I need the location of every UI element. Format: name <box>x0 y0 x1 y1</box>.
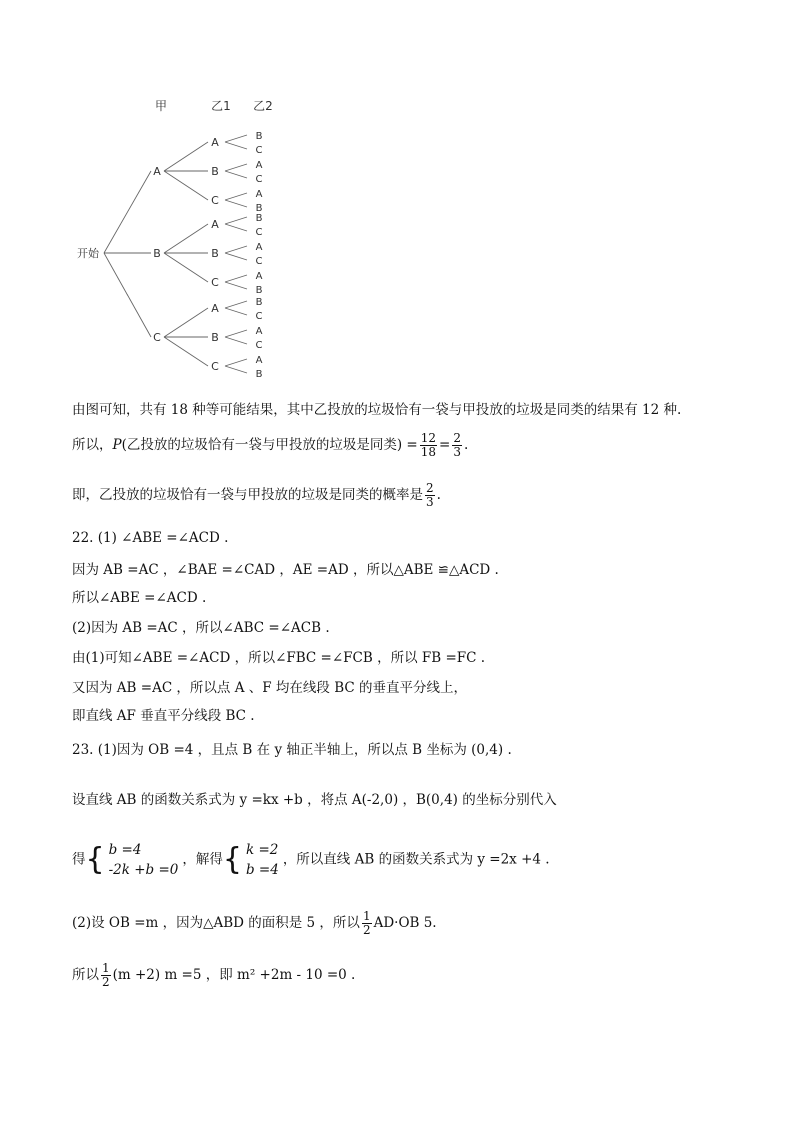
tree-branch <box>104 171 151 253</box>
paragraph-1: 由图可知，共有 18 种等可能结果，其中乙投放的垃圾恰有一袋与甲投放的垃圾是同类的结果有 12 种. <box>72 402 682 418</box>
tree-root-label: 开始 <box>77 247 99 260</box>
tree-branch <box>164 142 208 171</box>
tree-branch <box>225 308 247 315</box>
tree-leaf-node: A <box>255 271 263 282</box>
tree-leaf-node: B <box>255 203 263 214</box>
tree-branch <box>164 337 208 366</box>
q22-line-5: 由(1)可知∠ABE =∠ACD ，所以∠FBC =∠FCB ，所以 FB =FC . <box>72 650 486 666</box>
tree-leaf-node: C <box>255 174 263 185</box>
tree-header: 甲 <box>154 99 168 113</box>
tree-level2-node: A <box>211 218 219 231</box>
tree-leaf-node: B <box>255 369 263 380</box>
q22-line-2: 因为 AB =AC ，∠BAE =∠CAD ，AE =AD ，所以△ABE ≌△ACD . <box>72 562 499 578</box>
q23-5-end: (m +2) m =5 ，即 m² +2m - 10 =0 . <box>112 967 356 983</box>
q23-5-prefix: 所以 <box>72 967 99 983</box>
p3-prefix: 即，乙投放的垃圾恰有一袋与甲投放的垃圾是同类的概率是 <box>72 487 423 503</box>
tree-header: 乙1 <box>211 99 231 113</box>
q23-line-3 <box>72 840 550 880</box>
tree-branch <box>225 164 247 171</box>
p2-prefix: 所以， <box>72 437 113 453</box>
tree-level2-node: B <box>211 331 219 344</box>
tree-branch <box>225 171 247 178</box>
frac-den: 18 <box>420 445 437 459</box>
q22-line-3: 所以∠ABE =∠ACD . <box>72 590 207 606</box>
tree-branch <box>225 275 247 282</box>
tree-branch <box>225 282 247 289</box>
p3-end: . <box>436 487 441 503</box>
tree-branch <box>225 301 247 308</box>
fraction-12-18 <box>420 432 437 459</box>
tree-branch <box>225 217 247 224</box>
frac-den: 3 <box>426 495 434 509</box>
tree-leaf-node: B <box>255 285 263 296</box>
q22-line-6: 又因为 AB =AC ，所以点 A 、F 均在线段 BC 的垂直平分线上， <box>72 680 468 696</box>
tree-level2-node: A <box>211 302 219 315</box>
tree-branch <box>225 366 247 373</box>
brace-icon: { <box>222 842 242 877</box>
fraction-2-3 <box>452 432 462 459</box>
tree-branch <box>225 200 247 207</box>
q23-line-4 <box>72 910 437 937</box>
frac-den: 3 <box>453 445 461 459</box>
frac-num: 2 <box>426 481 434 495</box>
q23-line-1: 23. (1)因为 OB =4 ，且点 B 在 y 轴正半轴上，所以点 B 坐标为 (0,4) . <box>72 742 512 758</box>
equation-system-2 <box>246 840 279 880</box>
system1-eq2: -2k +b =0 <box>108 862 179 878</box>
q22-line-7: 即直线 AF 垂直平分线段 BC . <box>72 708 255 724</box>
tree-branch <box>225 253 247 260</box>
p2-eq: = <box>439 437 451 453</box>
tree-leaf-node: C <box>255 145 263 156</box>
q23-4-prefix: (2)设 OB =m ，因为△ABD 的面积是 5 ，所以 <box>72 915 360 931</box>
q22-line-4: (2)因为 AB =AC ，所以∠ABC =∠ACB . <box>72 620 330 636</box>
tree-branch <box>225 246 247 253</box>
q22-line-1: 22. (1) ∠ABE =∠ACD . <box>72 530 229 546</box>
tree-leaf-node: B <box>255 213 263 224</box>
tree-branch <box>164 308 208 337</box>
tree-branch <box>225 193 247 200</box>
tree-leaf-node: A <box>255 189 263 200</box>
q23-3c: ，所以直线 AB 的函数关系式为 y =2x +4 . <box>282 851 550 868</box>
paragraph-2 <box>72 432 468 459</box>
tree-branch <box>164 253 208 282</box>
tree-level2-node: B <box>211 247 219 260</box>
tree-svg <box>60 92 300 392</box>
q23-3a: 得 <box>72 851 86 868</box>
q23-line-5 <box>72 962 355 989</box>
tree-header: 乙2 <box>253 99 273 113</box>
frac-num: 1 <box>362 909 371 923</box>
tree-branch <box>225 359 247 366</box>
tree-level1-node: C <box>153 331 161 344</box>
tree-branch <box>225 337 247 344</box>
equation-system-1 <box>109 840 179 880</box>
tree-level2-node: B <box>211 165 219 178</box>
tree-branch <box>225 224 247 231</box>
tree-level2-node: C <box>211 276 219 289</box>
system2-eq1: k =2 <box>245 842 279 858</box>
tree-leaf-node: C <box>255 227 263 238</box>
tree-leaf-node: B <box>255 131 263 142</box>
system2-eq2: b =4 <box>245 862 279 878</box>
tree-leaf-node: A <box>255 355 263 366</box>
tree-level2-node: A <box>211 136 219 149</box>
tree-leaf-node: C <box>255 311 263 322</box>
p2-end: . <box>463 437 469 453</box>
q23-3b: ，解得 <box>182 851 223 868</box>
frac-num: 12 <box>420 431 437 445</box>
tree-diagram <box>60 92 300 392</box>
tree-branch <box>164 171 208 200</box>
tree-level2-node: C <box>211 360 219 373</box>
p2-p: P <box>112 437 122 453</box>
frac-den: 2 <box>362 923 371 937</box>
p2-mid: (乙投放的垃圾恰有一袋与甲投放的垃圾是同类) = <box>121 437 418 453</box>
tree-level1-node: B <box>153 247 161 260</box>
frac-den: 2 <box>102 975 110 989</box>
q23-line-2: 设直线 AB 的函数关系式为 y =kx +b ，将点 A(-2,0) ，B(0,4) 的坐标分别代入 <box>72 792 557 808</box>
tree-branch <box>164 224 208 253</box>
frac-num: 2 <box>453 431 461 445</box>
tree-level2-node: C <box>211 194 219 207</box>
system1-eq1: b =4 <box>108 842 142 858</box>
fraction-2-3 <box>425 482 435 509</box>
tree-leaf-node: B <box>255 297 263 308</box>
tree-branch <box>225 142 247 149</box>
fraction-1-2 <box>362 910 372 937</box>
paragraph-3 <box>72 482 441 509</box>
tree-leaf-node: C <box>255 340 263 351</box>
q23-4-end: AD·OB 5. <box>373 915 437 931</box>
tree-branch <box>225 330 247 337</box>
tree-branch <box>225 135 247 142</box>
tree-leaf-node: A <box>255 242 263 253</box>
tree-leaf-node: A <box>255 326 263 337</box>
brace-icon: { <box>85 842 105 877</box>
tree-level1-node: A <box>153 165 161 178</box>
frac-num: 1 <box>102 961 110 975</box>
tree-branch <box>104 253 151 337</box>
tree-leaf-node: A <box>255 160 263 171</box>
fraction-1-2 <box>101 962 111 989</box>
tree-leaf-node: C <box>255 256 263 267</box>
